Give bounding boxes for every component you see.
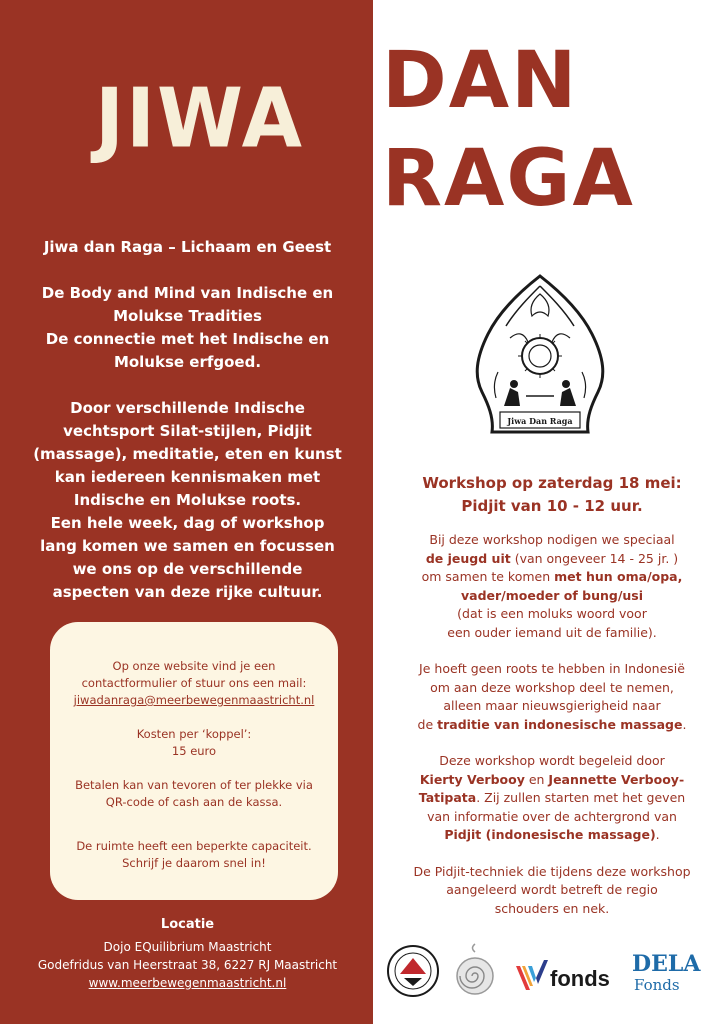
intro-line	[30, 259, 345, 282]
intro-line: Door verschillende Indische	[70, 399, 305, 417]
fonds-logo	[514, 956, 614, 996]
workshop-description	[388, 531, 716, 936]
info-card	[50, 622, 338, 900]
text-line	[388, 826, 716, 845]
text-line: Bij deze workshop nodigen we speciaal	[429, 532, 675, 547]
text-span: om samen te komen	[421, 569, 555, 584]
text-line: (dat is een moluks woord voor	[457, 606, 647, 621]
highlight-text: vader/moeder of bung/usi	[460, 587, 644, 603]
paragraph-technique	[388, 863, 716, 919]
intro-line	[30, 374, 345, 397]
highlight-text: Jeannette Verbooy-	[548, 771, 685, 787]
paragraph-invite	[388, 531, 716, 642]
emblem-label: Jiwa Dan Raga	[507, 416, 573, 426]
text-line	[388, 550, 716, 569]
payment-line2: QR-code of cash aan de kassa.	[105, 795, 283, 809]
website-link[interactable]: www.meerbewegenmaastricht.nl	[88, 976, 287, 990]
dela-logo-text: DELA	[632, 951, 701, 977]
text-line	[388, 587, 716, 606]
paragraph-guides	[388, 752, 716, 845]
text-span: .	[655, 827, 660, 842]
intro-text	[30, 236, 345, 604]
workshop-time: Pidjit van 10 - 12 uur.	[461, 497, 643, 515]
title-dan: DAN	[382, 36, 579, 126]
text-line	[388, 716, 716, 735]
text-line: van informatie over de achtergrond van	[427, 808, 677, 824]
intro-line: vechtsport Silat-stijlen, Pidjit	[63, 422, 312, 440]
text-span: .	[682, 716, 687, 732]
text-line	[388, 568, 716, 587]
text-line: aangeleerd wordt betreft de regio	[446, 882, 658, 897]
paragraph-roots	[388, 660, 716, 734]
intro-line: (massage), meditatie, eten en kunst	[33, 445, 342, 463]
intro-line: Indische en Molukse roots.	[73, 491, 302, 509]
text-line: Je hoeft geen roots te hebben in Indonesië	[419, 661, 685, 676]
capacity-line2: Schrijf je daarom snel in!	[122, 856, 266, 870]
text-line: schouders en nek.	[494, 900, 610, 916]
intro-line: kan iedereen kennismaken met	[54, 468, 321, 486]
title-raga: RAGA	[382, 134, 635, 224]
intro-line: Jiwa dan Raga – Lichaam en Geest	[43, 238, 332, 256]
spiral-logo	[452, 940, 498, 998]
highlight-text: de jeugd uit	[425, 550, 511, 566]
location-block	[30, 916, 345, 992]
silat-club-logo	[386, 944, 440, 998]
highlight-text: Pidjit (indonesische massage)	[444, 827, 656, 842]
intro-line: Molukse Tradities	[113, 307, 262, 325]
card-web-line2: contactformulier of stuur ons een mail:	[81, 676, 307, 690]
dela-fonds-logo	[632, 952, 704, 998]
intro-line: we ons op de verschillende	[72, 560, 303, 578]
intro-line: lang komen we samen en focussen	[40, 537, 335, 555]
dela-fonds-text: Fonds	[634, 976, 680, 994]
intro-line: De connectie met het Indische en	[45, 330, 330, 348]
location-address: Godefridus van Heerstraat 38, 6227 RJ Maastricht	[37, 958, 338, 972]
location-venue: Dojo EQuilibrium Maastricht	[103, 940, 272, 954]
text-span: de	[417, 716, 438, 732]
text-line: De Pidjit-techniek die tijdens deze workshop	[413, 863, 691, 879]
payment-line1: Betalen kan van tevoren of ter plekke via	[75, 778, 313, 792]
text-line: alleen maar nieuwsgierigheid naar	[443, 698, 661, 713]
cost-value: 15 euro	[171, 744, 217, 758]
intro-line: aspecten van deze rijke cultuur.	[52, 583, 323, 601]
capacity-line1: De ruimte heeft een beperkte capaciteit.	[76, 839, 312, 853]
text-line: een ouder iemand uit de familie).	[447, 624, 657, 640]
title-jiwa: JIWA	[95, 71, 304, 167]
text-line	[388, 771, 716, 790]
cost-label: Kosten per ‘koppel’:	[136, 727, 252, 741]
highlight-text: traditie van indonesische massage	[437, 716, 683, 732]
text-span: . Zij zullen starten met het geven	[476, 790, 686, 805]
text-span: en	[524, 771, 549, 787]
workshop-date: Workshop op zaterdag 18 mei:	[422, 474, 682, 492]
text-span: (van ongeveer 14 - 25 jr. )	[510, 550, 679, 566]
text-line: Deze workshop wordt begeleid door	[439, 753, 665, 768]
card-web-line1: Op onze website vind je een	[112, 659, 276, 673]
highlight-text: Tatipata	[418, 790, 477, 805]
location-heading: Locatie	[160, 917, 215, 932]
intro-line: Een hele week, dag of workshop	[50, 514, 325, 532]
text-line: om aan deze workshop deel te nemen,	[430, 679, 674, 695]
highlight-text: Kierty Verbooy	[419, 771, 525, 787]
highlight-text: met hun oma/opa,	[554, 569, 683, 584]
fonds-logo-text: fonds	[550, 966, 610, 991]
text-line	[388, 789, 716, 808]
gunungan-emblem	[470, 272, 610, 450]
intro-line: De Body and Mind van Indische en	[41, 284, 334, 302]
email-link[interactable]: jiwadanraga@meerbewegenmaastricht.nl	[73, 693, 315, 707]
workshop-heading	[388, 472, 716, 518]
intro-line: Molukse erfgoed.	[113, 353, 262, 371]
